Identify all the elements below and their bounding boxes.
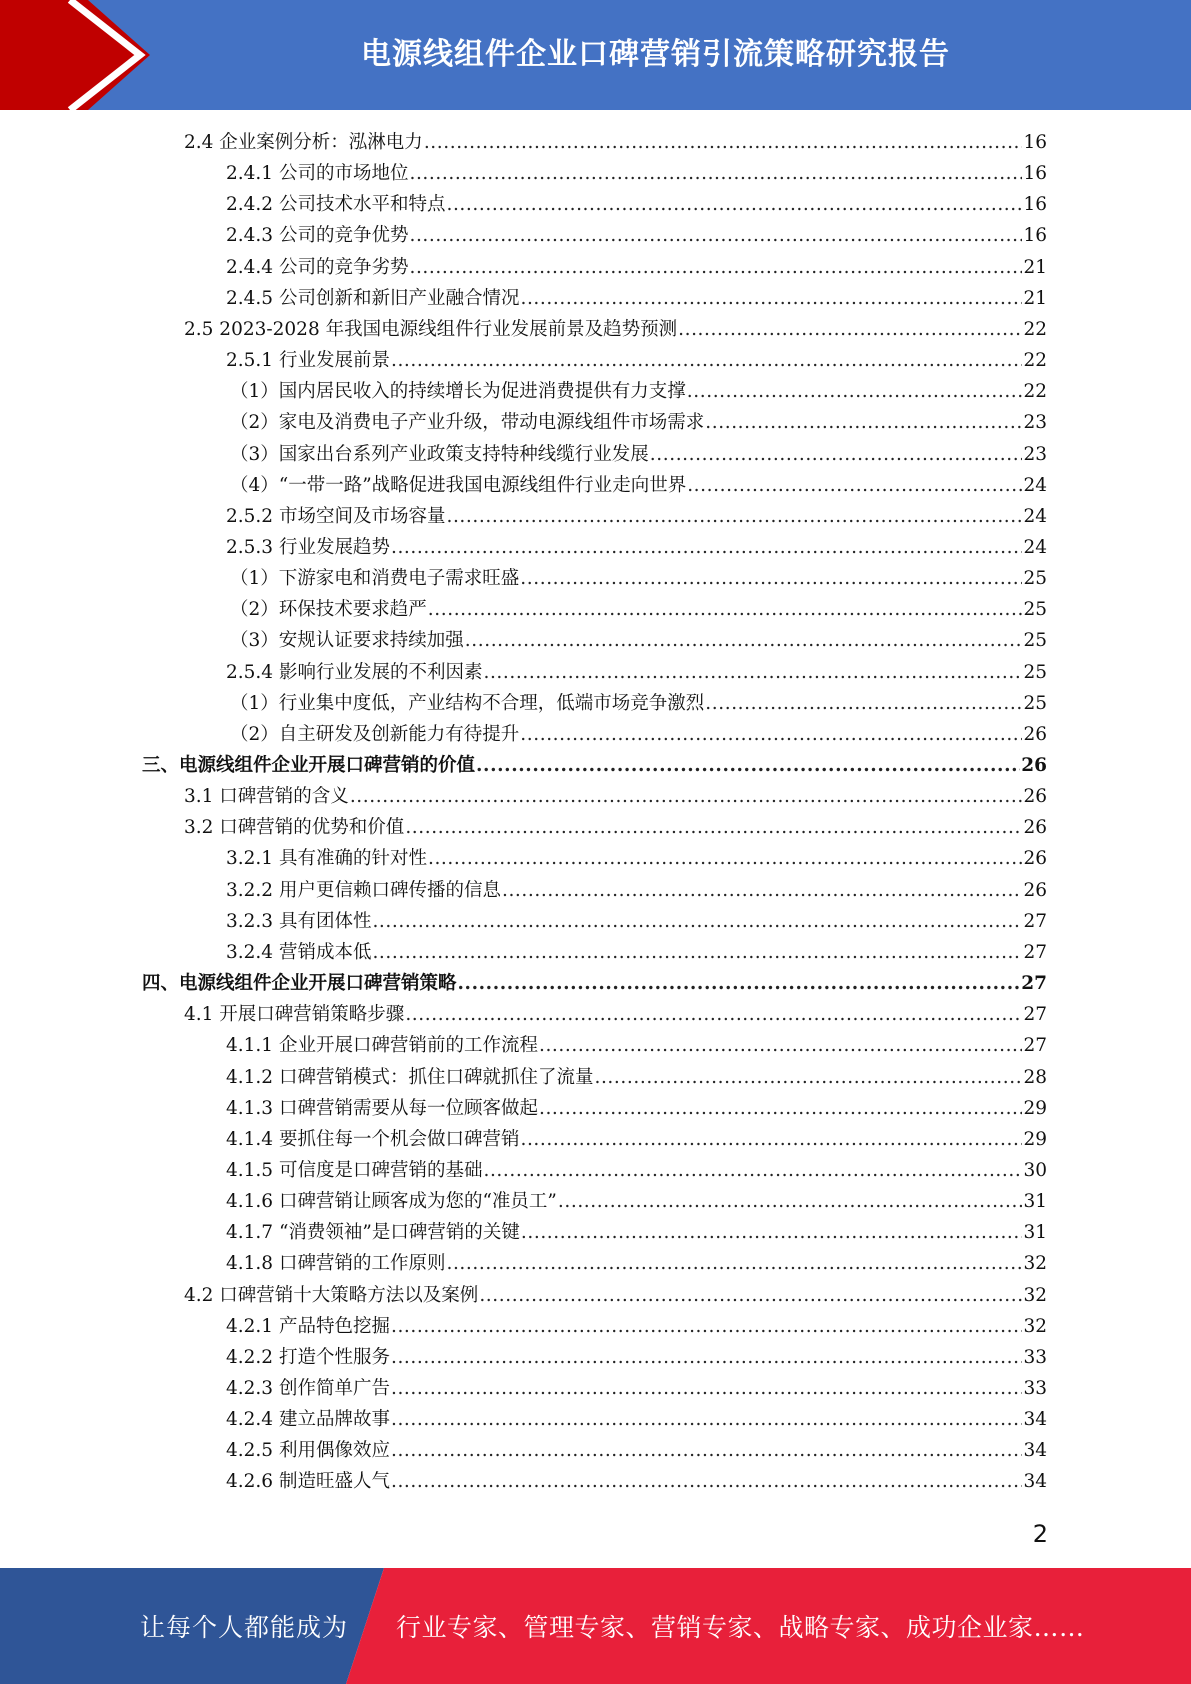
toc-leader-dots bbox=[391, 1311, 1022, 1342]
toc-entry-page: 25 bbox=[1023, 630, 1047, 652]
toc-entry-title: 4.1.2 口碑营销模式：抓住口碑就抓住了流量 bbox=[226, 1066, 594, 1088]
toc-leader-dots bbox=[520, 1124, 1022, 1155]
toc-entry[interactable] bbox=[230, 439, 1047, 470]
toc-leader-dots bbox=[391, 532, 1022, 563]
toc-entry[interactable] bbox=[226, 220, 1047, 251]
toc-entry-page: 26 bbox=[1023, 879, 1047, 901]
toc-entry-title: （2）自主研发及创新能力有待提升 bbox=[230, 723, 520, 745]
toc-entry-page: 30 bbox=[1023, 1159, 1047, 1181]
toc-entry-title: 2.5.4 影响行业发展的不利因素 bbox=[226, 661, 483, 683]
toc-entry[interactable] bbox=[226, 1030, 1047, 1061]
toc-entry[interactable] bbox=[226, 937, 1047, 968]
toc-leader-dots bbox=[483, 657, 1022, 688]
toc-entry-page: 28 bbox=[1023, 1066, 1047, 1088]
toc-entry-page: 25 bbox=[1023, 568, 1047, 590]
toc-entry-page: 34 bbox=[1023, 1409, 1047, 1431]
toc-entry-title: 3.2 口碑营销的优势和价值 bbox=[184, 817, 405, 839]
toc-entry-title: 三、电源线组件企业开展口碑营销的价值 bbox=[142, 755, 476, 776]
toc-entry-page: 33 bbox=[1023, 1378, 1047, 1399]
toc-entry[interactable] bbox=[226, 1342, 1047, 1373]
toc-entry[interactable] bbox=[184, 812, 1047, 843]
toc-leader-dots bbox=[424, 127, 1023, 158]
toc-entry[interactable] bbox=[230, 594, 1047, 625]
toc-entry-page: 27 bbox=[1023, 1035, 1047, 1057]
toc-entry-page: 22 bbox=[1023, 318, 1047, 340]
toc-entry[interactable] bbox=[226, 189, 1047, 220]
toc-entry[interactable] bbox=[226, 906, 1047, 937]
toc-entry-title: 3.2.1 具有准确的针对性 bbox=[226, 848, 427, 870]
toc-leader-dots bbox=[687, 376, 1023, 407]
toc-leader-dots bbox=[391, 345, 1022, 376]
toc-entry-page: 31 bbox=[1023, 1191, 1047, 1213]
toc-entry[interactable] bbox=[230, 563, 1047, 594]
toc-entry[interactable] bbox=[226, 1311, 1047, 1342]
toc-entry-title: 2.4.2 公司技术水平和特点 bbox=[226, 194, 446, 216]
toc-entry-title: 4.2.6 制造旺盛人气 bbox=[226, 1471, 390, 1493]
toc-entry-title: 2.4 企业案例分析：泓淋电力 bbox=[184, 132, 423, 153]
toc-entry[interactable] bbox=[226, 657, 1047, 688]
toc-entry-page: 26 bbox=[1023, 848, 1047, 870]
toc-entry[interactable] bbox=[226, 158, 1047, 189]
toc-entry-page: 22 bbox=[1023, 350, 1047, 372]
toc-leader-dots bbox=[446, 189, 1022, 220]
toc-leader-dots bbox=[520, 563, 1022, 594]
toc-entry-title: 四、电源线组件企业开展口碑营销策略 bbox=[142, 973, 457, 995]
toc-entry-page: 21 bbox=[1023, 256, 1047, 278]
toc-entry-page: 33 bbox=[1023, 1346, 1047, 1368]
toc-entry[interactable] bbox=[226, 875, 1047, 906]
toc-entry-page: 26 bbox=[1023, 723, 1047, 745]
toc-leader-dots bbox=[479, 1280, 1022, 1311]
toc-entry[interactable] bbox=[184, 999, 1047, 1030]
page-header bbox=[0, 0, 1191, 110]
toc-entry-title: 2.4.3 公司的竞争优势 bbox=[226, 225, 409, 247]
toc-entry[interactable] bbox=[226, 1466, 1047, 1497]
toc-leader-dots bbox=[409, 158, 1022, 189]
toc-entry-page: 23 bbox=[1023, 443, 1047, 465]
toc-entry-page: 24 bbox=[1023, 505, 1047, 527]
toc-entry-page: 26 bbox=[1023, 786, 1047, 808]
toc-leader-dots bbox=[405, 812, 1022, 843]
toc-entry-title: 2.4.1 公司的市场地位 bbox=[226, 163, 409, 185]
toc-entry[interactable] bbox=[230, 719, 1047, 750]
toc-leader-dots bbox=[539, 1093, 1022, 1124]
toc-entry-page: 32 bbox=[1023, 1315, 1047, 1337]
toc-leader-dots bbox=[446, 501, 1022, 532]
toc-entry-page: 21 bbox=[1023, 287, 1047, 309]
toc-entry-title: 4.1.4 要抓住每一个机会做口碑营销 bbox=[226, 1128, 520, 1150]
toc-entry-title: 4.2.5 利用偶像效应 bbox=[226, 1440, 390, 1462]
toc-leader-dots bbox=[391, 1373, 1022, 1404]
toc-entry[interactable] bbox=[226, 1404, 1047, 1435]
toc-entry-title: （1）国内居民收入的持续增长为促进消费提供有力支撑 bbox=[230, 381, 686, 403]
toc-leader-dots bbox=[650, 439, 1023, 470]
toc-entry[interactable] bbox=[226, 1373, 1047, 1404]
toc-leader-dots bbox=[558, 1186, 1023, 1217]
footer-slogan-right: 行业专家、管理专家、营销专家、战略专家、成功企业家…… bbox=[396, 1613, 1085, 1642]
toc-leader-dots bbox=[687, 470, 1022, 501]
toc-entry[interactable] bbox=[230, 407, 1047, 438]
toc-entry-title: 2.5 2023-2028 年我国电源线组件行业发展前景及趋势预测 bbox=[184, 318, 678, 340]
toc-entry-title: 3.2.4 营销成本低 bbox=[226, 941, 372, 963]
toc-entry[interactable] bbox=[142, 750, 1047, 781]
toc-leader-dots bbox=[483, 1155, 1022, 1186]
toc-entry-title: 3.1 口碑营销的含义 bbox=[184, 786, 349, 808]
toc-leader-dots bbox=[391, 1466, 1022, 1497]
toc-entry-page: 32 bbox=[1023, 1284, 1047, 1306]
toc-entry[interactable] bbox=[226, 1186, 1047, 1217]
toc-entry[interactable] bbox=[184, 781, 1047, 812]
toc-entry-title: 2.5.1 行业发展前景 bbox=[226, 350, 390, 372]
toc-leader-dots bbox=[409, 252, 1022, 283]
toc-entry-page: 23 bbox=[1023, 412, 1047, 434]
toc-leader-dots bbox=[705, 688, 1022, 719]
toc-entry[interactable] bbox=[184, 127, 1047, 158]
toc-entry-title: （2）环保技术要求趋严 bbox=[230, 599, 427, 621]
toc-leader-dots bbox=[476, 750, 1020, 781]
toc-leader-dots bbox=[391, 1342, 1022, 1373]
toc-entry-title: 3.2.2 用户更信赖口碑传播的信息 bbox=[226, 879, 501, 901]
toc-entry-title: 2.5.3 行业发展趋势 bbox=[226, 536, 390, 558]
toc-entry-page: 27 bbox=[1021, 973, 1047, 995]
toc-entry-title: （3）安规认证要求持续加强 bbox=[230, 630, 464, 652]
toc-leader-dots bbox=[458, 968, 1021, 999]
toc-entry-title: 4.2 口碑营销十大策略方法以及案例 bbox=[184, 1284, 479, 1306]
toc-leader-dots bbox=[428, 594, 1023, 625]
toc-entry-page: 25 bbox=[1023, 692, 1047, 714]
toc-entry[interactable] bbox=[184, 1280, 1047, 1311]
toc-entry-page: 16 bbox=[1023, 225, 1047, 247]
toc-entry-title: 4.1.1 企业开展口碑营销前的工作流程 bbox=[226, 1035, 538, 1057]
toc-leader-dots bbox=[372, 937, 1022, 968]
toc-leader-dots bbox=[405, 999, 1022, 1030]
toc-entry-page: 24 bbox=[1023, 536, 1047, 558]
toc-entry-title: （4）“一带一路”战略促进我国电源线组件行业走向世界 bbox=[230, 474, 687, 496]
toc-entry-page: 29 bbox=[1023, 1097, 1047, 1119]
toc-entry-title: 2.5.2 市场空间及市场容量 bbox=[226, 505, 446, 527]
footer-slogan-left: 让每个人都能成为 bbox=[140, 1613, 349, 1642]
report-title: 电源线组件企业口碑营销引流策略研究报告 bbox=[361, 37, 950, 72]
toc-entry[interactable] bbox=[142, 968, 1047, 999]
toc-leader-dots bbox=[521, 1217, 1023, 1248]
toc-leader-dots bbox=[520, 283, 1022, 314]
toc-entry[interactable] bbox=[226, 1093, 1047, 1124]
toc-leader-dots bbox=[465, 625, 1023, 656]
toc-entry-title: 4.1 开展口碑营销策略步骤 bbox=[184, 1004, 405, 1026]
toc-entry[interactable] bbox=[226, 1155, 1047, 1186]
toc-leader-dots bbox=[678, 314, 1022, 345]
toc-leader-dots bbox=[391, 1404, 1022, 1435]
toc-entry-title: （2）家电及消费电子产业升级，带动电源线组件市场需求 bbox=[230, 412, 705, 434]
toc-entry-page: 27 bbox=[1023, 941, 1047, 963]
toc-entry-page: 32 bbox=[1023, 1253, 1047, 1275]
toc-entry[interactable] bbox=[226, 532, 1047, 563]
toc-entry[interactable] bbox=[226, 1062, 1047, 1093]
toc-entry-page: 24 bbox=[1023, 474, 1047, 496]
toc-leader-dots bbox=[594, 1062, 1022, 1093]
toc-entry-title: 4.1.8 口碑营销的工作原则 bbox=[226, 1253, 446, 1275]
toc-entry[interactable] bbox=[226, 283, 1047, 314]
toc-entry-page: 34 bbox=[1023, 1471, 1047, 1493]
toc-entry-title: （1）下游家电和消费电子需求旺盛 bbox=[230, 568, 520, 590]
toc-entry[interactable] bbox=[184, 314, 1047, 345]
toc-entry-title: 2.4.5 公司创新和新旧产业融合情况 bbox=[226, 287, 520, 309]
toc-leader-dots bbox=[428, 843, 1022, 874]
toc-entry-page: 27 bbox=[1023, 1004, 1047, 1026]
toc-entry-page: 16 bbox=[1023, 163, 1047, 185]
toc-entry-page: 16 bbox=[1023, 132, 1047, 153]
page-number: 2 bbox=[1032, 1520, 1048, 1548]
toc-entry[interactable] bbox=[226, 843, 1047, 874]
toc-entry[interactable] bbox=[226, 345, 1047, 376]
toc-entry-page: 29 bbox=[1023, 1128, 1047, 1150]
toc-entry[interactable] bbox=[226, 1124, 1047, 1155]
toc-entry-page: 31 bbox=[1023, 1222, 1047, 1244]
toc-entry-page: 16 bbox=[1023, 194, 1047, 216]
toc-entry-title: 4.1.3 口碑营销需要从每一位顾客做起 bbox=[226, 1097, 538, 1119]
toc-entry-page: 34 bbox=[1023, 1440, 1047, 1462]
toc-entry[interactable] bbox=[230, 625, 1047, 656]
toc-leader-dots bbox=[409, 220, 1022, 251]
toc-entry-title: 4.2.1 产品特色挖掘 bbox=[226, 1315, 390, 1337]
toc-entry-title: 4.1.7 “消费领袖”是口碑营销的关键 bbox=[226, 1222, 520, 1244]
toc-entry-title: （1）行业集中度低，产业结构不合理，低端市场竞争激烈 bbox=[230, 692, 705, 714]
toc-entry-title: 4.1.6 口碑营销让顾客成为您的“准员工” bbox=[226, 1191, 557, 1213]
toc-leader-dots bbox=[350, 781, 1023, 812]
toc-leader-dots bbox=[372, 906, 1022, 937]
toc-entry-page: 27 bbox=[1023, 910, 1047, 932]
page-footer bbox=[0, 1568, 1191, 1684]
toc-entry[interactable] bbox=[226, 501, 1047, 532]
toc-leader-dots bbox=[446, 1248, 1022, 1279]
toc-entry-title: 3.2.3 具有团体性 bbox=[226, 910, 372, 932]
toc-entry-title: 4.2.2 打造个性服务 bbox=[226, 1346, 390, 1368]
toc-entry[interactable] bbox=[226, 252, 1047, 283]
toc-entry-page: 26 bbox=[1023, 817, 1047, 839]
toc-leader-dots bbox=[705, 407, 1022, 438]
toc-entry-title: （3）国家出台系列产业政策支持特种线缆行业发展 bbox=[230, 443, 649, 465]
toc-entry[interactable] bbox=[226, 1248, 1047, 1279]
toc-entry-title: 4.2.4 建立品牌故事 bbox=[226, 1409, 390, 1431]
toc-leader-dots bbox=[502, 875, 1022, 906]
toc-entry[interactable] bbox=[230, 376, 1047, 407]
toc-entry-title: 4.2.3 创作简单广告 bbox=[226, 1378, 390, 1399]
toc-leader-dots bbox=[520, 719, 1022, 750]
toc-entry-page: 26 bbox=[1021, 755, 1047, 776]
toc-entry[interactable] bbox=[226, 1217, 1047, 1248]
toc-entry-page: 22 bbox=[1023, 381, 1047, 403]
toc-entry-page: 25 bbox=[1023, 661, 1047, 683]
toc-entry-title: 2.4.4 公司的竞争劣势 bbox=[226, 256, 409, 278]
toc-entry-page: 25 bbox=[1023, 599, 1047, 621]
toc-entry[interactable] bbox=[226, 1435, 1047, 1466]
toc-entry[interactable] bbox=[230, 688, 1047, 719]
toc-entry-title: 4.1.5 可信度是口碑营销的基础 bbox=[226, 1159, 483, 1181]
toc-leader-dots bbox=[539, 1030, 1022, 1061]
toc-leader-dots bbox=[391, 1435, 1022, 1466]
toc-entry[interactable] bbox=[230, 470, 1047, 501]
